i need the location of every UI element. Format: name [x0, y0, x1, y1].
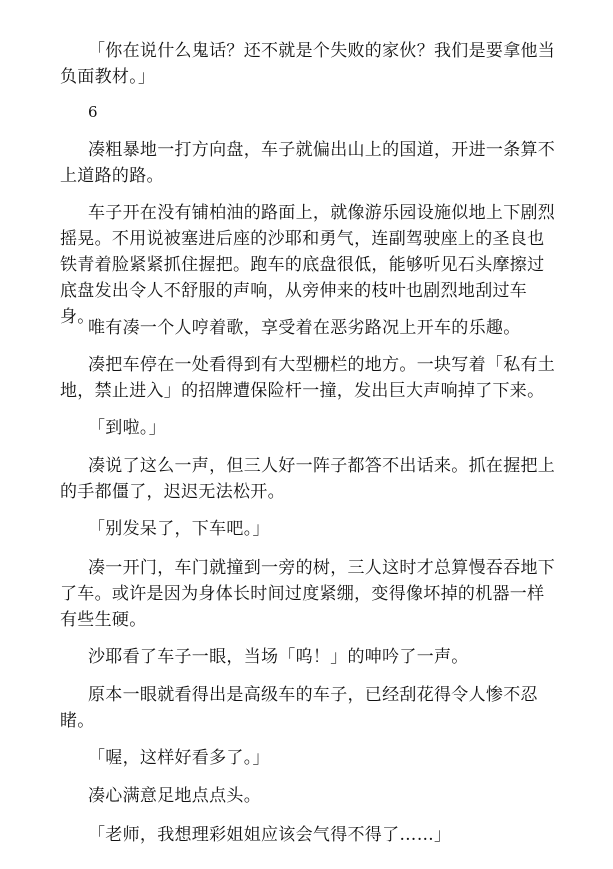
paragraph-3: 车子开在没有铺柏油的路面上，就像游乐园设施似地上下剧烈摇晃。不用说被塞进后座的沙耶和勇气，连副驾驶座上的圣良也铁青着脸紧紧抓住握把。跑车的底盘很低，能够听见石头摩擦过底盘发出令人不舒服的声响，从旁伸来的枝叶也剧烈地刮过车身。 — [60, 203, 556, 327]
section-number: 6 — [88, 103, 98, 121]
paragraph-6: 「到啦。」 — [88, 418, 166, 438]
paragraph-8: 「别发呆了，下车吧。」 — [88, 519, 270, 539]
paragraph-1: 「你在说什么鬼话？还不就是个失败的家伙？我们是要拿他当负面教材。」 — [60, 41, 556, 87]
paragraph-4: 唯有凑一个人哼着歌，享受着在恶劣路况上开车的乐趣。 — [88, 318, 521, 338]
paragraph-11: 原本一眼就看得出是高级车的车子，已经刮花得令人惨不忍睹。 — [60, 685, 538, 731]
paragraph-12: 「喔，这样好看多了。」 — [88, 748, 270, 768]
paragraph-2: 凑粗暴地一打方向盘，车子就偏出山上的国道，开进一条算不上道路的路。 — [60, 140, 556, 186]
paragraph-10: 沙耶看了车子一眼，当场「呜！」的呻吟了一声。 — [88, 647, 469, 667]
paragraph-14: 「老师，我想理彩姐姐应该会气得不得了……」 — [88, 825, 452, 845]
paragraph-13: 凑心满意足地点点头。 — [88, 786, 261, 806]
paragraph-9: 凑一开门，车门就撞到一旁的树，三人这时才总算慢吞吞地下了车。或许是因为身体长时间过度紧绷，变得像坏掉的机器一样有些生硬。 — [60, 558, 556, 630]
paragraph-7: 凑说了这么一声，但三人好一阵子都答不出话来。抓在握把上的手都僵了，迟迟无法松开。 — [60, 456, 556, 502]
paragraph-5: 凑把车停在一处看得到有大型栅栏的地方。一块写着「私有土地，禁止进入」的招牌遭保险杆一撞，发出巨大声响掉了下来。 — [60, 355, 556, 401]
